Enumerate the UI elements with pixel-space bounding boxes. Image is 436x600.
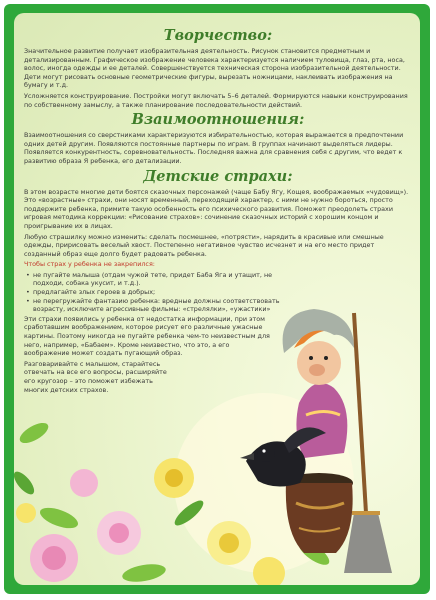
creativity-paragraph-2: Усложняется конструирование. Постройки могут включать 5–6 деталей. Формируются навыки конструирования по собственному замыслу, а также планирование последовательности действий. (24, 91, 408, 109)
flowers-illustration (16, 458, 285, 585)
fears-paragraph-4: Разговаривайте с малышом, старайтесь отвечать на все его вопросы, расширяйте его кругозор – это поможет избежать многих детских страхов. (24, 359, 167, 394)
pot-illustration (285, 473, 353, 553)
fears-paragraph-2: Любую страшилку можно изменить: сделать посмешнее, «потрясти», нарядить в красивые или смешные одежды, пририсовать веселый хвост. Постепенно негативное чувство исчезнет и на его место придет созданный образ еще долго будет радовать ребенка. (24, 232, 384, 258)
creativity-heading: Творчество: (163, 27, 273, 44)
relationships-heading: Взаимоотношения: (131, 111, 305, 129)
fears-heading: Детские страхи: (143, 167, 293, 185)
relationships-paragraph: Взаимоотношения со сверстниками характеризуются избирательностью, которая выражается в предпочтении одних детей другим. Появляются постоянные партнеры по играм. В группах начинают выделяться лидеры. Появляется конкурентность, соревновательность. Последняя важна для сравнения себя с другим, что ведет к развитию образа Я ребенка, его детализации. (24, 131, 404, 165)
fears-paragraph-3: Эти страхи появились у ребенка от недостатка информации, при этом сработавшим воображением, которое рисует его различные ужасные картины. Поэтому никогда не пугайте ребенка чем-то неизвестным для него, например, «Бабаем». Кроме неизвестно, что это, а его воображение может создать пугающий образ. (24, 314, 270, 358)
list-item: • не перегружайте фантазию ребенка: вредные должны соответствовать возрасту, исключите агрессивные фильмы: «стрелялки», «ужастики» (33, 297, 283, 314)
poster-content (24, 25, 412, 396)
creativity-paragraph-1: Значительное развитие получает изобразительная деятельность. Рисунок становится предметным и детализированным. Графическое изображение человека характеризуется наличием туловища, глаз, рта, носа, волос, иногда одежды и ее деталей. Совершенствуется техническая сторона изобразительной деятельности. Дети могут рисовать основные геометрические фигуры, вырезать ножницами, наклеивать изображения на бумагу и т.д. (24, 47, 405, 90)
leaves-illustration (14, 419, 333, 585)
poster-panel (14, 13, 420, 585)
crow-illustration (240, 427, 326, 486)
fears-tips-list (24, 271, 283, 314)
fears-paragraph-1: В этом возрасте многие дети боятся сказочных персонажей (чаще Бабу Ягу, Кощея, воображаемых «чудовищ»). Это «возрастные» страхи, они носят временный, переходящий характер, с ними не нужно бороться, просто поддержите ребенка, примите такую особенность его психического развития. Поможет преодолеть страхи игровая методика коррекции: «Рисование страхов»: сочинение сказочных историй с хорошим концом и проигрывание их в лицах. (24, 187, 409, 230)
list-item: • предлагайте злых героев в добрых; (33, 288, 283, 297)
fears-subheading: Чтобы страх у ребенка не закрепился: (24, 260, 155, 269)
list-item: • не пугайте малыша (отдам чужой тете, придет Баба Яга и утащит, не подходи, собака укусит, и т.д.). (33, 271, 283, 288)
